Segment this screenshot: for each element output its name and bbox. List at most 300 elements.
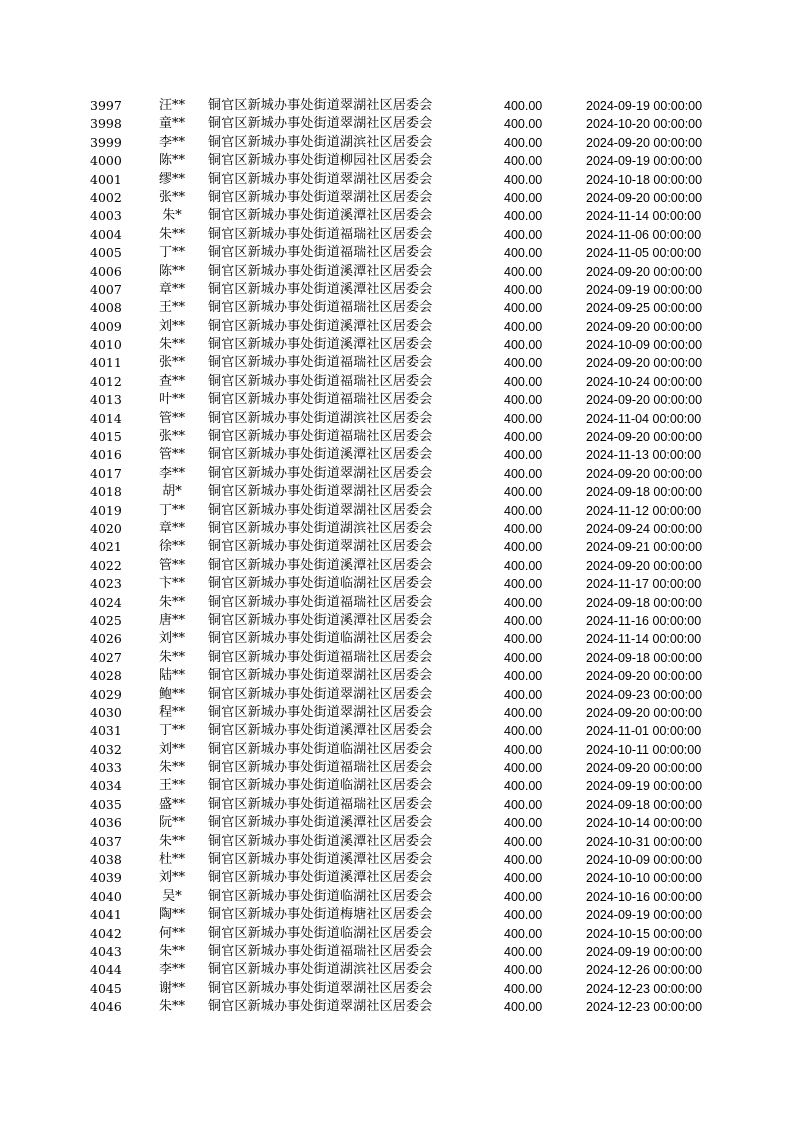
table-row — [0, 814, 793, 832]
row-name: 王** — [158, 300, 185, 316]
row-amount: 400.00 — [504, 540, 543, 555]
row-organization: 铜官区新城办事处街道溪潭社区居委会 — [208, 557, 433, 573]
row-amount: 400.00 — [504, 356, 543, 371]
row-organization: 铜官区新城办事处街道福瑞社区居委会 — [208, 392, 433, 408]
row-amount: 400.00 — [504, 926, 543, 941]
row-date: 2024-09-20 00:00:00 — [586, 356, 703, 371]
row-id: 4009 — [90, 318, 122, 334]
row-organization: 铜官区新城办事处街道翠湖社区居委会 — [208, 539, 433, 555]
table-row — [0, 869, 793, 887]
table-row — [0, 336, 793, 354]
row-id: 4017 — [90, 465, 122, 481]
row-date: 2024-09-19 00:00:00 — [586, 154, 703, 169]
row-amount: 400.00 — [504, 172, 543, 187]
row-date: 2024-09-20 00:00:00 — [586, 135, 703, 150]
row-organization: 铜官区新城办事处街道福瑞社区居委会 — [208, 355, 433, 371]
row-organization: 铜官区新城办事处街道福瑞社区居委会 — [208, 373, 433, 389]
row-id: 4044 — [90, 962, 122, 978]
row-id: 4026 — [90, 631, 122, 647]
row-organization: 铜官区新城办事处街道福瑞社区居委会 — [208, 943, 433, 959]
row-organization: 铜官区新城办事处街道溪潭社区居委会 — [208, 281, 433, 297]
table-row — [0, 925, 793, 943]
table-row — [0, 483, 793, 501]
row-organization: 铜官区新城办事处街道福瑞社区居委会 — [208, 226, 433, 242]
row-id: 4012 — [90, 373, 122, 389]
row-date: 2024-09-19 00:00:00 — [586, 282, 703, 297]
row-date: 2024-11-12 00:00:00 — [586, 503, 702, 518]
row-amount: 400.00 — [504, 816, 543, 831]
table-row — [0, 833, 793, 851]
row-date: 2024-09-18 00:00:00 — [586, 797, 703, 812]
row-name: 刘** — [158, 870, 185, 886]
row-amount: 400.00 — [504, 264, 543, 279]
row-name: 朱** — [158, 226, 185, 242]
table-row — [0, 759, 793, 777]
row-name: 陆** — [158, 668, 185, 684]
table-row — [0, 520, 793, 538]
row-organization: 铜官区新城办事处街道福瑞社区居委会 — [208, 245, 433, 261]
row-id: 4003 — [90, 208, 122, 224]
table-row — [0, 649, 793, 667]
row-date: 2024-11-01 00:00:00 — [586, 724, 702, 739]
row-name: 朱* — [162, 208, 182, 224]
row-id: 4001 — [90, 171, 122, 187]
row-name: 张** — [158, 189, 185, 205]
row-organization: 铜官区新城办事处街道临湖社区居委会 — [208, 888, 433, 904]
row-date: 2024-12-23 00:00:00 — [586, 981, 703, 996]
table-row — [0, 630, 793, 648]
row-amount: 400.00 — [504, 135, 543, 150]
row-date: 2024-09-20 00:00:00 — [586, 558, 703, 573]
row-amount: 400.00 — [504, 632, 543, 647]
row-organization: 铜官区新城办事处街道翠湖社区居委会 — [208, 98, 433, 113]
row-organization: 铜官区新城办事处街道湖滨社区居委会 — [208, 962, 433, 978]
row-name: 童** — [158, 116, 185, 132]
row-organization: 铜官区新城办事处街道溪潭社区居委会 — [208, 208, 433, 224]
row-name: 谢** — [158, 980, 185, 996]
row-amount: 400.00 — [504, 724, 543, 739]
row-amount: 400.00 — [504, 761, 543, 776]
row-amount: 400.00 — [504, 190, 543, 205]
row-organization: 铜官区新城办事处街道溪潭社区居委会 — [208, 870, 433, 886]
row-amount: 400.00 — [504, 687, 543, 702]
row-amount: 400.00 — [504, 411, 543, 426]
row-organization: 铜官区新城办事处街道翠湖社区居委会 — [208, 668, 433, 684]
row-id: 4024 — [90, 594, 122, 610]
table-row — [0, 502, 793, 520]
row-date: 2024-10-10 00:00:00 — [586, 871, 703, 886]
row-amount: 400.00 — [504, 742, 543, 757]
row-amount: 400.00 — [504, 944, 543, 959]
table-row — [0, 538, 793, 556]
row-name: 丁** — [158, 723, 185, 739]
row-id: 4037 — [90, 833, 122, 849]
row-organization: 铜官区新城办事处街道福瑞社区居委会 — [208, 649, 433, 665]
row-name: 朱** — [158, 649, 185, 665]
row-date: 2024-09-25 00:00:00 — [586, 301, 703, 316]
table-row — [0, 575, 793, 593]
row-amount: 400.00 — [504, 319, 543, 334]
row-date: 2024-11-05 00:00:00 — [586, 246, 702, 261]
row-amount: 400.00 — [504, 227, 543, 242]
row-id: 4040 — [90, 888, 122, 904]
row-date: 2024-09-20 00:00:00 — [586, 190, 703, 205]
row-id: 4028 — [90, 668, 122, 684]
row-name: 阮** — [158, 815, 185, 831]
table-row — [0, 410, 793, 428]
row-organization: 铜官区新城办事处街道福瑞社区居委会 — [208, 796, 433, 812]
row-name: 陈** — [158, 263, 185, 279]
row-date: 2024-09-20 00:00:00 — [586, 393, 703, 408]
table-row — [0, 152, 793, 170]
table-row — [0, 612, 793, 630]
row-organization: 铜官区新城办事处街道翠湖社区居委会 — [208, 686, 433, 702]
row-id: 4030 — [90, 704, 122, 720]
row-date: 2024-10-11 00:00:00 — [586, 742, 702, 757]
row-id: 4002 — [90, 189, 122, 205]
record-table — [0, 97, 793, 1017]
row-name: 鲍** — [158, 686, 185, 702]
row-amount: 400.00 — [504, 503, 543, 518]
row-organization: 铜官区新城办事处街道溪潭社区居委会 — [208, 815, 433, 831]
row-date: 2024-11-13 00:00:00 — [586, 448, 702, 463]
row-id: 4010 — [90, 337, 122, 353]
row-organization: 铜官区新城办事处街道翠湖社区居委会 — [208, 502, 433, 518]
row-id: 4018 — [90, 484, 122, 500]
row-date: 2024-10-20 00:00:00 — [586, 117, 703, 132]
row-date: 2024-09-20 00:00:00 — [586, 705, 703, 720]
row-date: 2024-09-20 00:00:00 — [586, 264, 703, 279]
table-row — [0, 722, 793, 740]
row-date: 2024-09-19 00:00:00 — [586, 944, 703, 959]
row-date: 2024-09-19 00:00:00 — [586, 779, 703, 794]
row-name: 何** — [158, 925, 185, 941]
row-amount: 400.00 — [504, 650, 543, 665]
row-id: 4008 — [90, 300, 122, 316]
row-amount: 400.00 — [504, 963, 543, 978]
table-row — [0, 207, 793, 225]
row-amount: 400.00 — [504, 853, 543, 868]
row-id: 4000 — [90, 153, 122, 169]
row-organization: 铜官区新城办事处街道湖滨社区居委会 — [208, 134, 433, 150]
row-name: 陈** — [158, 153, 185, 169]
row-id: 4005 — [90, 245, 122, 261]
row-name: 吴* — [162, 888, 182, 904]
row-amount: 400.00 — [504, 209, 543, 224]
row-amount: 400.00 — [504, 1000, 543, 1015]
row-date: 2024-10-09 00:00:00 — [586, 338, 703, 353]
table-row — [0, 796, 793, 814]
table-row — [0, 943, 793, 961]
row-date: 2024-09-20 00:00:00 — [586, 466, 703, 481]
row-organization: 铜官区新城办事处街道溪潭社区居委会 — [208, 447, 433, 463]
row-amount: 400.00 — [504, 908, 543, 923]
row-organization: 铜官区新城办事处街道翠湖社区居委会 — [208, 484, 433, 500]
row-organization: 铜官区新城办事处街道福瑞社区居委会 — [208, 760, 433, 776]
row-amount: 400.00 — [504, 485, 543, 500]
row-date: 2024-09-20 00:00:00 — [586, 761, 703, 776]
row-id: 4045 — [90, 980, 122, 996]
row-name: 刘** — [158, 318, 185, 334]
row-name: 朱** — [158, 760, 185, 776]
table-row — [0, 226, 793, 244]
row-amount: 400.00 — [504, 301, 543, 316]
row-date: 2024-10-14 00:00:00 — [586, 816, 703, 831]
row-id: 4039 — [90, 870, 122, 886]
row-id: 4042 — [90, 925, 122, 941]
row-id: 4038 — [90, 852, 122, 868]
row-name: 章** — [158, 520, 185, 536]
row-id: 4046 — [90, 999, 122, 1015]
row-date: 2024-10-31 00:00:00 — [586, 834, 703, 849]
row-name: 张** — [158, 355, 185, 371]
row-amount: 400.00 — [504, 448, 543, 463]
row-date: 2024-09-18 00:00:00 — [586, 595, 703, 610]
row-name: 杜** — [158, 852, 185, 868]
row-name: 卞** — [158, 576, 185, 592]
row-name: 汪** — [158, 98, 185, 113]
table-row — [0, 97, 793, 115]
table-row — [0, 263, 793, 281]
row-organization: 铜官区新城办事处街道溪潭社区居委会 — [208, 833, 433, 849]
row-amount: 400.00 — [504, 797, 543, 812]
row-amount: 400.00 — [504, 393, 543, 408]
row-date: 2024-09-18 00:00:00 — [586, 485, 703, 500]
row-name: 朱** — [158, 337, 185, 353]
row-id: 4027 — [90, 649, 122, 665]
row-organization: 铜官区新城办事处街道翠湖社区居委会 — [208, 999, 433, 1015]
row-name: 李** — [158, 134, 185, 150]
row-id: 4022 — [90, 557, 122, 573]
table-row — [0, 134, 793, 152]
row-name: 李** — [158, 465, 185, 481]
row-id: 4029 — [90, 686, 122, 702]
row-name: 刘** — [158, 741, 185, 757]
table-row — [0, 446, 793, 464]
row-name: 朱** — [158, 833, 185, 849]
row-name: 丁** — [158, 245, 185, 261]
row-date: 2024-10-18 00:00:00 — [586, 172, 703, 187]
row-amount: 400.00 — [504, 154, 543, 169]
row-amount: 400.00 — [504, 117, 543, 132]
table-row — [0, 354, 793, 372]
row-name: 丁** — [158, 502, 185, 518]
row-id: 4011 — [90, 355, 122, 371]
row-organization: 铜官区新城办事处街道梅塘社区居委会 — [208, 907, 433, 923]
row-organization: 铜官区新城办事处街道溪潭社区居委会 — [208, 263, 433, 279]
row-amount: 400.00 — [504, 558, 543, 573]
row-id: 4031 — [90, 723, 122, 739]
row-name: 盛** — [158, 796, 185, 812]
row-organization: 铜官区新城办事处街道翠湖社区居委会 — [208, 980, 433, 996]
row-date: 2024-11-14 00:00:00 — [586, 209, 702, 224]
row-id: 4021 — [90, 539, 122, 555]
row-name: 李** — [158, 962, 185, 978]
row-name: 朱** — [158, 999, 185, 1015]
row-id: 4033 — [90, 760, 122, 776]
row-amount: 400.00 — [504, 374, 543, 389]
row-amount: 400.00 — [504, 282, 543, 297]
row-organization: 铜官区新城办事处街道翠湖社区居委会 — [208, 171, 433, 187]
row-date: 2024-12-26 00:00:00 — [586, 963, 703, 978]
table-row — [0, 189, 793, 207]
table-row — [0, 373, 793, 391]
row-date: 2024-11-16 00:00:00 — [586, 613, 702, 628]
row-organization: 铜官区新城办事处街道溪潭社区居委会 — [208, 723, 433, 739]
row-organization: 铜官区新城办事处街道溪潭社区居委会 — [208, 612, 433, 628]
row-date: 2024-11-04 00:00:00 — [586, 411, 702, 426]
row-organization: 铜官区新城办事处街道溪潭社区居委会 — [208, 852, 433, 868]
row-id: 4015 — [90, 429, 122, 445]
row-amount: 400.00 — [504, 871, 543, 886]
table-row — [0, 851, 793, 869]
table-row — [0, 741, 793, 759]
table-row — [0, 171, 793, 189]
row-date: 2024-11-14 00:00:00 — [586, 632, 702, 647]
row-date: 2024-09-20 00:00:00 — [586, 669, 703, 684]
row-amount: 400.00 — [504, 705, 543, 720]
row-name: 朱** — [158, 943, 185, 959]
row-id: 3998 — [90, 116, 122, 132]
row-organization: 铜官区新城办事处街道临湖社区居委会 — [208, 741, 433, 757]
table-row — [0, 667, 793, 685]
row-date: 2024-09-19 00:00:00 — [586, 99, 703, 113]
row-name: 章** — [158, 281, 185, 297]
row-id: 4041 — [90, 907, 122, 923]
row-id: 4020 — [90, 520, 122, 536]
table-row — [0, 281, 793, 299]
row-id: 3997 — [90, 98, 122, 113]
row-date: 2024-12-23 00:00:00 — [586, 1000, 703, 1015]
row-amount: 400.00 — [504, 779, 543, 794]
table-row — [0, 777, 793, 795]
row-organization: 铜官区新城办事处街道溪潭社区居委会 — [208, 318, 433, 334]
row-date: 2024-11-17 00:00:00 — [586, 577, 702, 592]
row-name: 管** — [158, 447, 185, 463]
row-id: 4019 — [90, 502, 122, 518]
row-amount: 400.00 — [504, 430, 543, 445]
row-id: 4032 — [90, 741, 122, 757]
row-date: 2024-09-21 00:00:00 — [586, 540, 703, 555]
table-row — [0, 888, 793, 906]
table-row — [0, 998, 793, 1016]
table-row — [0, 704, 793, 722]
row-date: 2024-09-18 00:00:00 — [586, 650, 703, 665]
row-id: 4016 — [90, 447, 122, 463]
row-id: 4013 — [90, 392, 122, 408]
row-amount: 400.00 — [504, 577, 543, 592]
row-name: 缪** — [158, 171, 185, 187]
row-organization: 铜官区新城办事处街道湖滨社区居委会 — [208, 410, 433, 426]
row-id: 4034 — [90, 778, 122, 794]
row-organization: 铜官区新城办事处街道福瑞社区居委会 — [208, 429, 433, 445]
row-name: 张** — [158, 429, 185, 445]
row-date: 2024-10-24 00:00:00 — [586, 374, 703, 389]
row-organization: 铜官区新城办事处街道翠湖社区居委会 — [208, 189, 433, 205]
row-amount: 400.00 — [504, 338, 543, 353]
row-amount: 400.00 — [504, 466, 543, 481]
row-name: 朱** — [158, 594, 185, 610]
row-date: 2024-09-19 00:00:00 — [586, 908, 703, 923]
row-amount: 400.00 — [504, 889, 543, 904]
row-organization: 铜官区新城办事处街道柳园社区居委会 — [208, 153, 433, 169]
table-row — [0, 980, 793, 998]
row-name: 查** — [158, 373, 185, 389]
table-row — [0, 115, 793, 133]
row-date: 2024-10-15 00:00:00 — [586, 926, 703, 941]
table-row — [0, 465, 793, 483]
row-id: 4004 — [90, 226, 122, 242]
row-name: 王** — [158, 778, 185, 794]
row-name: 唐** — [158, 612, 185, 628]
row-organization: 铜官区新城办事处街道临湖社区居委会 — [208, 778, 433, 794]
row-name: 管** — [158, 557, 185, 573]
row-id: 3999 — [90, 134, 122, 150]
row-organization: 铜官区新城办事处街道湖滨社区居委会 — [208, 520, 433, 536]
table-row — [0, 594, 793, 612]
row-organization: 铜官区新城办事处街道翠湖社区居委会 — [208, 465, 433, 481]
row-organization: 铜官区新城办事处街道翠湖社区居委会 — [208, 116, 433, 132]
table-row — [0, 686, 793, 704]
table-row — [0, 318, 793, 336]
row-date: 2024-09-24 00:00:00 — [586, 521, 703, 536]
row-amount: 400.00 — [504, 246, 543, 261]
row-amount: 400.00 — [504, 595, 543, 610]
row-organization: 铜官区新城办事处街道翠湖社区居委会 — [208, 704, 433, 720]
row-date: 2024-11-06 00:00:00 — [586, 227, 702, 242]
row-organization: 铜官区新城办事处街道福瑞社区居委会 — [208, 300, 433, 316]
row-id: 4006 — [90, 263, 122, 279]
row-name: 刘** — [158, 631, 185, 647]
row-organization: 铜官区新城办事处街道临湖社区居委会 — [208, 631, 433, 647]
row-id: 4036 — [90, 815, 122, 831]
row-amount: 400.00 — [504, 981, 543, 996]
row-amount: 400.00 — [504, 99, 543, 113]
row-amount: 400.00 — [504, 521, 543, 536]
row-amount: 400.00 — [504, 669, 543, 684]
table-row — [0, 557, 793, 575]
table-row — [0, 299, 793, 317]
row-organization: 铜官区新城办事处街道溪潭社区居委会 — [208, 337, 433, 353]
row-id: 4035 — [90, 796, 122, 812]
row-id: 4043 — [90, 943, 122, 959]
row-date: 2024-09-20 00:00:00 — [586, 430, 703, 445]
table-row — [0, 428, 793, 446]
table-row — [0, 391, 793, 409]
row-date: 2024-09-23 00:00:00 — [586, 687, 703, 702]
row-amount: 400.00 — [504, 834, 543, 849]
row-id: 4007 — [90, 281, 122, 297]
row-date: 2024-09-20 00:00:00 — [586, 319, 703, 334]
row-name: 叶** — [158, 392, 185, 408]
table-row — [0, 244, 793, 262]
row-organization: 铜官区新城办事处街道福瑞社区居委会 — [208, 594, 433, 610]
row-date: 2024-10-09 00:00:00 — [586, 853, 703, 868]
row-id: 4014 — [90, 410, 122, 426]
row-name: 程** — [158, 704, 185, 720]
row-organization: 铜官区新城办事处街道临湖社区居委会 — [208, 925, 433, 941]
row-id: 4025 — [90, 612, 122, 628]
table-row — [0, 961, 793, 979]
row-name: 管** — [158, 410, 185, 426]
row-name: 胡* — [162, 484, 182, 500]
row-date: 2024-10-16 00:00:00 — [586, 889, 703, 904]
row-amount: 400.00 — [504, 613, 543, 628]
row-organization: 铜官区新城办事处街道临湖社区居委会 — [208, 576, 433, 592]
row-id: 4023 — [90, 576, 122, 592]
row-name: 徐** — [158, 539, 185, 555]
row-name: 陶** — [158, 907, 185, 923]
